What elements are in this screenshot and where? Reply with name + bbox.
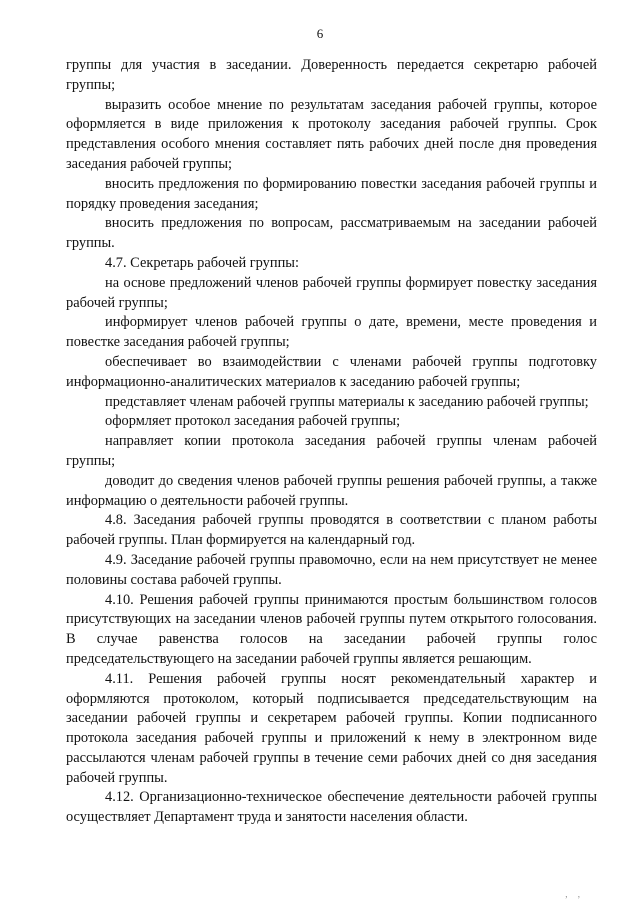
paragraph-question-proposals: вносить предложения по вопросам, рассматриваемым на заседании рабочей группы. <box>66 215 597 252</box>
paragraph-4-11: 4.11. Решения рабочей группы носят рекомендательный характер и оформляются протоколом, который подписывается председательствующим на заседании рабочей группы и секретарем рабочей группы. Копии подписанного протокола заседания рабочей группы и приложений к нему в электронном виде рассылаются членам рабочей группы в течение семи рабочих дней со дня заседания рабочей группы. <box>66 670 597 786</box>
scan-corner-marks: , , <box>565 889 584 899</box>
document-body <box>66 56 597 828</box>
page-number: 6 <box>316 26 324 41</box>
paragraph-continuation: группы для участия в заседании. Доверенность передается секретарю рабочей группы; <box>66 57 597 93</box>
paragraph-secretary-decisions: доводит до сведения членов рабочей группы решения рабочей группы, а также информацию о деятельности рабочей группы. <box>66 472 597 509</box>
paragraph-4-7-heading: 4.7. Секретарь рабочей группы: <box>105 254 299 271</box>
paragraph-special-opinion: выразить особое мнение по результатам заседания рабочей группы, которое оформляется в виде приложения к протоколу заседания рабочей группы. Срок представления особого мнения составляет пять рабочих дней после дня проведения заседания рабочей группы; <box>66 96 597 172</box>
paragraph-4-12: 4.12. Организационно-техническое обеспечение деятельности рабочей группы осуществляет Департамент труда и занятости населения области. <box>66 789 597 826</box>
paragraph-4-10: 4.10. Решения рабочей группы принимаются простым большинством голосов присутствующих на заседании членов рабочей группы путем открытого голосования. В случае равенства голосов на заседании рабочей группы голос председательствующего на заседании рабочей группы является решающим. <box>66 591 597 667</box>
paragraph-4-9: 4.9. Заседание рабочей группы правомочно, если на нем присутствует не менее половины состава рабочей группы. <box>66 551 597 588</box>
paragraph-agenda-proposals: вносить предложения по формированию повестки заседания рабочей группы и порядку проведения заседания; <box>66 175 597 212</box>
paragraph-secretary-agenda: на основе предложений членов рабочей группы формирует повестку заседания рабочей группы; <box>66 274 597 311</box>
paragraph-4-8: 4.8. Заседания рабочей группы проводятся в соответствии с планом работы рабочей группы. План формируется на календарный год. <box>66 512 597 549</box>
paragraph-secretary-materials-prep: обеспечивает во взаимодействии с членами рабочей группы подготовку информационно-аналитических материалов к заседанию рабочей группы; <box>66 353 597 390</box>
paragraph-secretary-presents: представляет членам рабочей группы материалы к заседанию рабочей группы; <box>105 393 589 410</box>
paragraph-secretary-copies: направляет копии протокола заседания рабочей группы членам рабочей группы; <box>66 433 597 469</box>
paragraph-secretary-protocol: оформляет протокол заседания рабочей группы; <box>105 413 401 430</box>
paragraph-secretary-informs: информирует членов рабочей группы о дате, времени, месте проведения и повестке заседания рабочей группы; <box>66 314 597 351</box>
